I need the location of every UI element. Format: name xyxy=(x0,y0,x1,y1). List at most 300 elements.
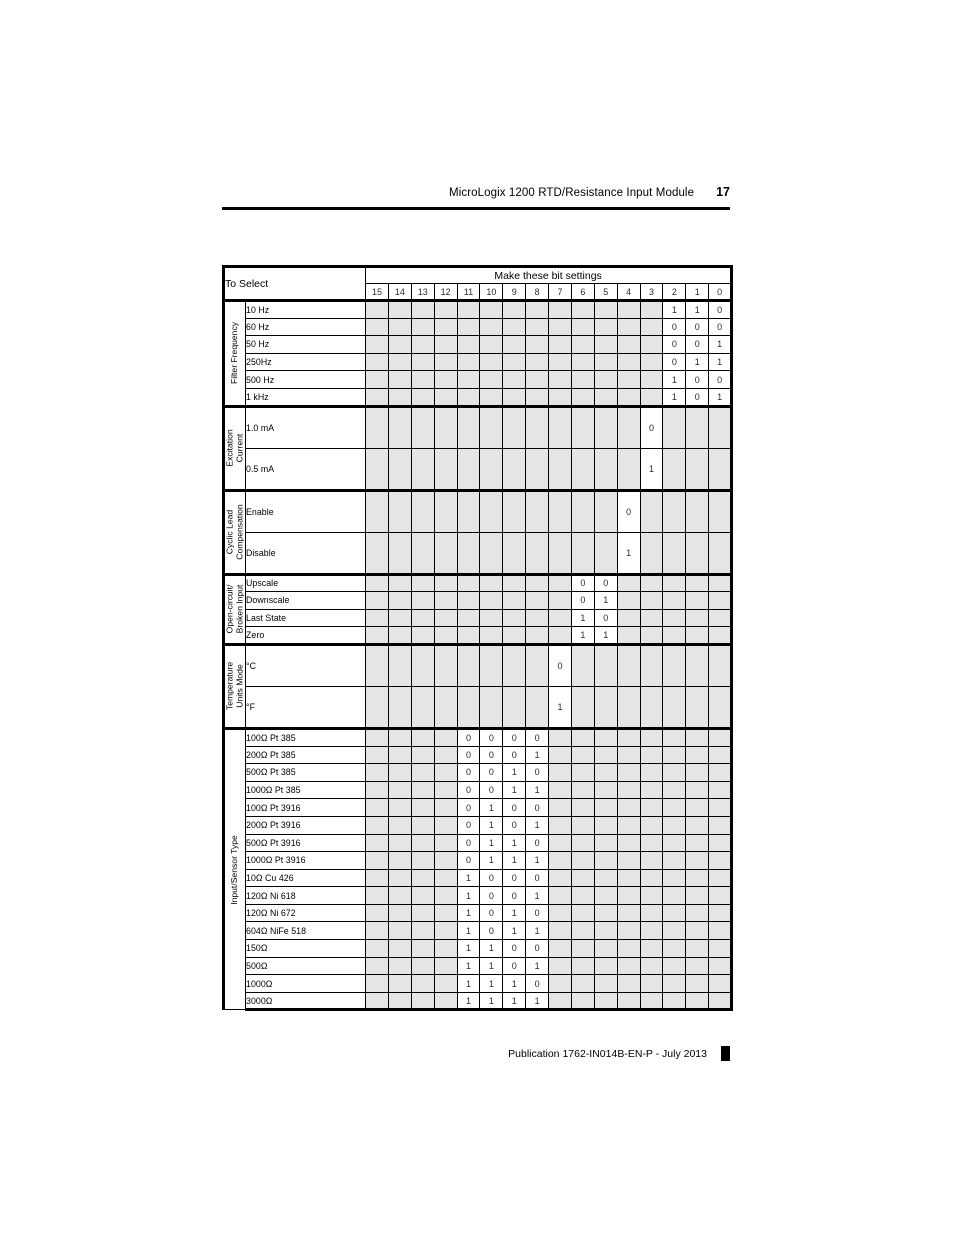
bit-cell-6 xyxy=(571,764,594,782)
bit-cell-12 xyxy=(434,904,457,922)
table-header-row-title xyxy=(224,267,732,284)
bit-cell-4 xyxy=(617,627,640,645)
bit-cell-12 xyxy=(434,388,457,406)
bit-cell-11 xyxy=(457,574,480,592)
bit-cell-14 xyxy=(388,869,411,887)
bit-cell-10 xyxy=(480,574,503,592)
bit-cell-0: 0 xyxy=(709,318,732,336)
bit-cell-2 xyxy=(663,609,686,627)
row-item-label: 60 Hz xyxy=(246,318,366,336)
bit-cell-3 xyxy=(640,318,663,336)
bit-cell-6: 0 xyxy=(571,574,594,592)
row-item-label: Disable xyxy=(246,532,366,574)
table-row xyxy=(224,940,732,958)
bit-cell-14 xyxy=(388,746,411,764)
bit-cell-7 xyxy=(549,592,572,610)
bit-cell-7: 1 xyxy=(549,686,572,728)
bit-cell-10: 0 xyxy=(480,781,503,799)
bit-cell-1 xyxy=(686,781,709,799)
bit-cell-7 xyxy=(549,627,572,645)
bit-cell-1 xyxy=(686,644,709,686)
bit-cell-7 xyxy=(549,406,572,448)
bit-cell-1 xyxy=(686,627,709,645)
bit-cell-13 xyxy=(411,318,434,336)
bit-cell-10 xyxy=(480,448,503,490)
bit-cell-2 xyxy=(663,574,686,592)
bit-cell-9 xyxy=(503,574,526,592)
bit-cell-7 xyxy=(549,957,572,975)
bit-cell-4 xyxy=(617,746,640,764)
bit-cell-6 xyxy=(571,532,594,574)
row-item-label: 100Ω Pt 3916 xyxy=(246,799,366,817)
bit-cell-10 xyxy=(480,406,503,448)
bit-cell-13 xyxy=(411,781,434,799)
table-row xyxy=(224,336,732,354)
bit-cell-9: 1 xyxy=(503,922,526,940)
bit-cell-13 xyxy=(411,834,434,852)
bit-cell-14 xyxy=(388,922,411,940)
bit-cell-4 xyxy=(617,609,640,627)
bit-cell-5 xyxy=(594,490,617,532)
bit-cell-7 xyxy=(549,490,572,532)
bit-cell-15 xyxy=(366,532,389,574)
bit-cell-8 xyxy=(526,609,549,627)
bit-cell-15 xyxy=(366,922,389,940)
bit-cell-7 xyxy=(549,318,572,336)
bit-cell-3 xyxy=(640,940,663,958)
bit-cell-14 xyxy=(388,940,411,958)
bit-cell-15 xyxy=(366,406,389,448)
bit-cell-3 xyxy=(640,644,663,686)
bit-column-header-0: 0 xyxy=(709,284,732,301)
bit-cell-6 xyxy=(571,406,594,448)
bit-cell-0 xyxy=(709,940,732,958)
bit-cell-0 xyxy=(709,406,732,448)
bit-cell-0 xyxy=(709,816,732,834)
make-bit-settings-header: Make these bit settings xyxy=(366,267,732,284)
bit-cell-2 xyxy=(663,922,686,940)
bit-column-header-1: 1 xyxy=(686,284,709,301)
bit-cell-15 xyxy=(366,764,389,782)
bit-cell-13 xyxy=(411,816,434,834)
bit-cell-15 xyxy=(366,353,389,371)
running-header xyxy=(222,185,730,199)
bit-cell-5 xyxy=(594,957,617,975)
bit-cell-0 xyxy=(709,992,732,1010)
bit-cell-4 xyxy=(617,574,640,592)
bit-cell-15 xyxy=(366,490,389,532)
bit-cell-4 xyxy=(617,799,640,817)
bit-cell-7 xyxy=(549,746,572,764)
bit-cell-8 xyxy=(526,301,549,319)
bit-cell-5 xyxy=(594,869,617,887)
bit-cell-9 xyxy=(503,627,526,645)
bit-cell-11: 1 xyxy=(457,957,480,975)
bit-cell-11: 0 xyxy=(457,852,480,870)
bit-cell-5 xyxy=(594,353,617,371)
bit-cell-10: 1 xyxy=(480,992,503,1010)
bit-cell-1 xyxy=(686,746,709,764)
bit-cell-12 xyxy=(434,301,457,319)
bit-cell-1 xyxy=(686,834,709,852)
bit-cell-2 xyxy=(663,975,686,993)
bit-cell-10: 1 xyxy=(480,852,503,870)
bit-cell-8: 1 xyxy=(526,816,549,834)
bit-cell-2 xyxy=(663,406,686,448)
bit-cell-11 xyxy=(457,627,480,645)
bit-cell-3 xyxy=(640,490,663,532)
bit-cell-15 xyxy=(366,816,389,834)
bit-cell-5 xyxy=(594,799,617,817)
bit-cell-4 xyxy=(617,869,640,887)
row-item-label: 1000Ω Pt 3916 xyxy=(246,852,366,870)
bit-cell-7 xyxy=(549,301,572,319)
group-label-text: Filter Frequency xyxy=(229,322,240,385)
row-item-label: 10Ω Cu 426 xyxy=(246,869,366,887)
bit-cell-6 xyxy=(571,887,594,905)
bit-cell-3 xyxy=(640,728,663,746)
bit-cell-0 xyxy=(709,532,732,574)
bit-cell-3 xyxy=(640,746,663,764)
bit-cell-12 xyxy=(434,816,457,834)
bit-cell-7 xyxy=(549,834,572,852)
bit-cell-9 xyxy=(503,301,526,319)
bit-cell-3 xyxy=(640,799,663,817)
bit-cell-1: 0 xyxy=(686,371,709,389)
bit-cell-9 xyxy=(503,644,526,686)
bit-cell-4 xyxy=(617,887,640,905)
bit-cell-10 xyxy=(480,490,503,532)
row-item-label: °C xyxy=(246,644,366,686)
bit-cell-11 xyxy=(457,406,480,448)
bit-cell-0: 1 xyxy=(709,336,732,354)
bit-cell-8: 1 xyxy=(526,992,549,1010)
table-row xyxy=(224,869,732,887)
bit-cell-10 xyxy=(480,371,503,389)
bit-cell-5 xyxy=(594,448,617,490)
bit-cell-9 xyxy=(503,448,526,490)
bit-cell-5 xyxy=(594,975,617,993)
bit-cell-6 xyxy=(571,336,594,354)
bit-cell-8: 0 xyxy=(526,975,549,993)
bit-cell-12 xyxy=(434,490,457,532)
bit-cell-11: 0 xyxy=(457,816,480,834)
bit-cell-13 xyxy=(411,406,434,448)
bit-cell-13 xyxy=(411,448,434,490)
bit-cell-5: 1 xyxy=(594,627,617,645)
bit-cell-15 xyxy=(366,627,389,645)
bit-cell-3 xyxy=(640,609,663,627)
bit-cell-2 xyxy=(663,816,686,834)
row-item-label: Last State xyxy=(246,609,366,627)
bit-cell-6 xyxy=(571,816,594,834)
bit-cell-0 xyxy=(709,574,732,592)
row-item-label: 0.5 mA xyxy=(246,448,366,490)
bit-cell-3 xyxy=(640,957,663,975)
bit-cell-4 xyxy=(617,388,640,406)
bit-cell-11: 0 xyxy=(457,781,480,799)
bit-cell-15 xyxy=(366,574,389,592)
bit-cell-12 xyxy=(434,627,457,645)
bit-cell-15 xyxy=(366,834,389,852)
bit-cell-0 xyxy=(709,627,732,645)
bit-cell-15 xyxy=(366,992,389,1010)
bit-cell-9: 0 xyxy=(503,799,526,817)
row-item-label: 500Ω Pt 3916 xyxy=(246,834,366,852)
bit-cell-14 xyxy=(388,852,411,870)
table-row xyxy=(224,816,732,834)
bit-cell-5 xyxy=(594,834,617,852)
bit-cell-11 xyxy=(457,490,480,532)
bit-cell-3 xyxy=(640,336,663,354)
bit-cell-8: 0 xyxy=(526,799,549,817)
bit-cell-9: 1 xyxy=(503,852,526,870)
row-item-label: 120Ω Ni 672 xyxy=(246,904,366,922)
bit-cell-2 xyxy=(663,869,686,887)
bit-cell-15 xyxy=(366,609,389,627)
bit-cell-5 xyxy=(594,728,617,746)
bit-cell-9: 1 xyxy=(503,975,526,993)
bit-cell-12 xyxy=(434,728,457,746)
bit-cell-11 xyxy=(457,371,480,389)
footer-marker xyxy=(721,1046,730,1061)
bit-cell-7 xyxy=(549,852,572,870)
bit-cell-13 xyxy=(411,644,434,686)
bit-cell-11: 1 xyxy=(457,940,480,958)
bit-cell-5 xyxy=(594,336,617,354)
bit-cell-7 xyxy=(549,975,572,993)
bit-cell-6: 0 xyxy=(571,592,594,610)
bit-cell-5 xyxy=(594,301,617,319)
bit-cell-6 xyxy=(571,686,594,728)
bit-cell-13 xyxy=(411,887,434,905)
bit-cell-14 xyxy=(388,887,411,905)
bit-cell-1 xyxy=(686,975,709,993)
table-row xyxy=(224,904,732,922)
bit-column-header-4: 4 xyxy=(617,284,640,301)
bit-cell-14 xyxy=(388,992,411,1010)
bit-cell-10 xyxy=(480,301,503,319)
bit-column-header-15: 15 xyxy=(366,284,389,301)
bit-cell-0: 0 xyxy=(709,301,732,319)
row-item-label: 500Ω Pt 385 xyxy=(246,764,366,782)
row-item-label: 500Ω xyxy=(246,957,366,975)
bit-cell-3 xyxy=(640,852,663,870)
bit-cell-6 xyxy=(571,388,594,406)
bit-cell-8 xyxy=(526,371,549,389)
bit-cell-11 xyxy=(457,353,480,371)
bit-cell-1 xyxy=(686,609,709,627)
row-item-label: Zero xyxy=(246,627,366,645)
bit-cell-13 xyxy=(411,728,434,746)
table-row xyxy=(224,887,732,905)
bit-cell-4 xyxy=(617,781,640,799)
bit-cell-1 xyxy=(686,532,709,574)
bit-cell-4 xyxy=(617,592,640,610)
bit-cell-5 xyxy=(594,887,617,905)
bit-cell-8: 0 xyxy=(526,869,549,887)
bit-cell-1: 0 xyxy=(686,318,709,336)
bit-cell-13 xyxy=(411,992,434,1010)
bit-cell-11: 1 xyxy=(457,975,480,993)
bit-cell-11: 0 xyxy=(457,764,480,782)
bit-cell-15 xyxy=(366,371,389,389)
bit-cell-6 xyxy=(571,852,594,870)
bit-cell-7 xyxy=(549,992,572,1010)
bit-cell-9: 0 xyxy=(503,728,526,746)
bit-cell-10: 1 xyxy=(480,940,503,958)
group-label-text: Excitation Current xyxy=(224,429,244,467)
bit-cell-10 xyxy=(480,336,503,354)
bit-cell-2 xyxy=(663,686,686,728)
bit-cell-9 xyxy=(503,406,526,448)
bit-cell-0 xyxy=(709,746,732,764)
bit-cell-1 xyxy=(686,887,709,905)
bit-cell-15 xyxy=(366,852,389,870)
bit-cell-0 xyxy=(709,490,732,532)
bit-cell-12 xyxy=(434,975,457,993)
bit-cell-8: 1 xyxy=(526,852,549,870)
bit-cell-8: 1 xyxy=(526,781,549,799)
bit-cell-9 xyxy=(503,609,526,627)
bit-cell-14 xyxy=(388,532,411,574)
bit-cell-1: 0 xyxy=(686,336,709,354)
bit-cell-0 xyxy=(709,887,732,905)
bit-cell-5 xyxy=(594,852,617,870)
bit-cell-12 xyxy=(434,644,457,686)
bit-cell-2 xyxy=(663,764,686,782)
bit-cell-1 xyxy=(686,799,709,817)
bit-cell-12 xyxy=(434,336,457,354)
bit-cell-3 xyxy=(640,869,663,887)
table-row xyxy=(224,834,732,852)
bit-cell-15 xyxy=(366,301,389,319)
bit-cell-3 xyxy=(640,975,663,993)
row-item-label: 3000Ω xyxy=(246,992,366,1010)
bit-cell-2 xyxy=(663,904,686,922)
bit-cell-11 xyxy=(457,336,480,354)
group-label-text: Temperature Units Mode xyxy=(224,662,244,711)
bit-cell-7: 0 xyxy=(549,644,572,686)
table-row xyxy=(224,574,732,592)
bit-cell-5 xyxy=(594,371,617,389)
bit-cell-2 xyxy=(663,852,686,870)
bit-cell-13 xyxy=(411,490,434,532)
bit-cell-0: 0 xyxy=(709,371,732,389)
bit-cell-0 xyxy=(709,904,732,922)
row-item-label: 150Ω xyxy=(246,940,366,958)
bit-cell-5 xyxy=(594,746,617,764)
bit-cell-4 xyxy=(617,644,640,686)
bit-cell-10: 0 xyxy=(480,922,503,940)
row-item-label: °F xyxy=(246,686,366,728)
bit-cell-13 xyxy=(411,532,434,574)
bit-cell-6 xyxy=(571,992,594,1010)
running-footer xyxy=(222,1046,730,1061)
bit-cell-10 xyxy=(480,532,503,574)
bit-cell-7 xyxy=(549,816,572,834)
bit-cell-9 xyxy=(503,686,526,728)
group-label-cell xyxy=(224,574,246,644)
bit-cell-4 xyxy=(617,816,640,834)
bit-cell-2 xyxy=(663,532,686,574)
table-row xyxy=(224,353,732,371)
bit-cell-13 xyxy=(411,799,434,817)
table-row xyxy=(224,781,732,799)
bit-cell-8 xyxy=(526,318,549,336)
bit-cell-1 xyxy=(686,686,709,728)
bit-cell-9: 0 xyxy=(503,940,526,958)
bit-cell-8 xyxy=(526,627,549,645)
bit-cell-4 xyxy=(617,834,640,852)
table-row xyxy=(224,764,732,782)
bit-cell-8 xyxy=(526,532,549,574)
bit-column-header-10: 10 xyxy=(480,284,503,301)
bit-settings-table-container xyxy=(222,265,730,1011)
bit-cell-0 xyxy=(709,852,732,870)
bit-cell-1 xyxy=(686,406,709,448)
bit-cell-7 xyxy=(549,728,572,746)
bit-cell-6 xyxy=(571,922,594,940)
bit-cell-4 xyxy=(617,975,640,993)
bit-cell-11: 1 xyxy=(457,887,480,905)
bit-cell-8: 0 xyxy=(526,940,549,958)
bit-cell-7 xyxy=(549,388,572,406)
bit-cell-5 xyxy=(594,388,617,406)
bit-cell-6 xyxy=(571,904,594,922)
bit-cell-8: 1 xyxy=(526,922,549,940)
bit-cell-6 xyxy=(571,371,594,389)
group-label-cell xyxy=(224,728,246,1010)
bit-cell-4 xyxy=(617,904,640,922)
table-row xyxy=(224,388,732,406)
table-head xyxy=(224,267,732,301)
page-number: 17 xyxy=(716,185,730,199)
bit-cell-11: 0 xyxy=(457,834,480,852)
bit-cell-8: 1 xyxy=(526,887,549,905)
bit-cell-15 xyxy=(366,904,389,922)
bit-cell-9: 0 xyxy=(503,869,526,887)
bit-cell-9: 1 xyxy=(503,904,526,922)
bit-cell-4 xyxy=(617,406,640,448)
bit-cell-2: 1 xyxy=(663,388,686,406)
table-row xyxy=(224,609,732,627)
table-row xyxy=(224,746,732,764)
bit-cell-3 xyxy=(640,353,663,371)
bit-cell-14 xyxy=(388,448,411,490)
bit-cell-8 xyxy=(526,353,549,371)
bit-cell-14 xyxy=(388,781,411,799)
bit-cell-4: 1 xyxy=(617,532,640,574)
table-row xyxy=(224,992,732,1010)
bit-cell-8: 1 xyxy=(526,746,549,764)
table-body xyxy=(224,301,732,1010)
bit-cell-3 xyxy=(640,887,663,905)
bit-cell-9 xyxy=(503,371,526,389)
bit-cell-2 xyxy=(663,490,686,532)
bit-cell-4: 0 xyxy=(617,490,640,532)
bit-cell-7 xyxy=(549,371,572,389)
bit-cell-13 xyxy=(411,940,434,958)
bit-column-header-9: 9 xyxy=(503,284,526,301)
bit-cell-3 xyxy=(640,532,663,574)
bit-cell-1 xyxy=(686,904,709,922)
bit-cell-10 xyxy=(480,609,503,627)
table-row xyxy=(224,644,732,686)
row-item-label: 200Ω Pt 3916 xyxy=(246,816,366,834)
bit-cell-0 xyxy=(709,686,732,728)
bit-cell-15 xyxy=(366,781,389,799)
